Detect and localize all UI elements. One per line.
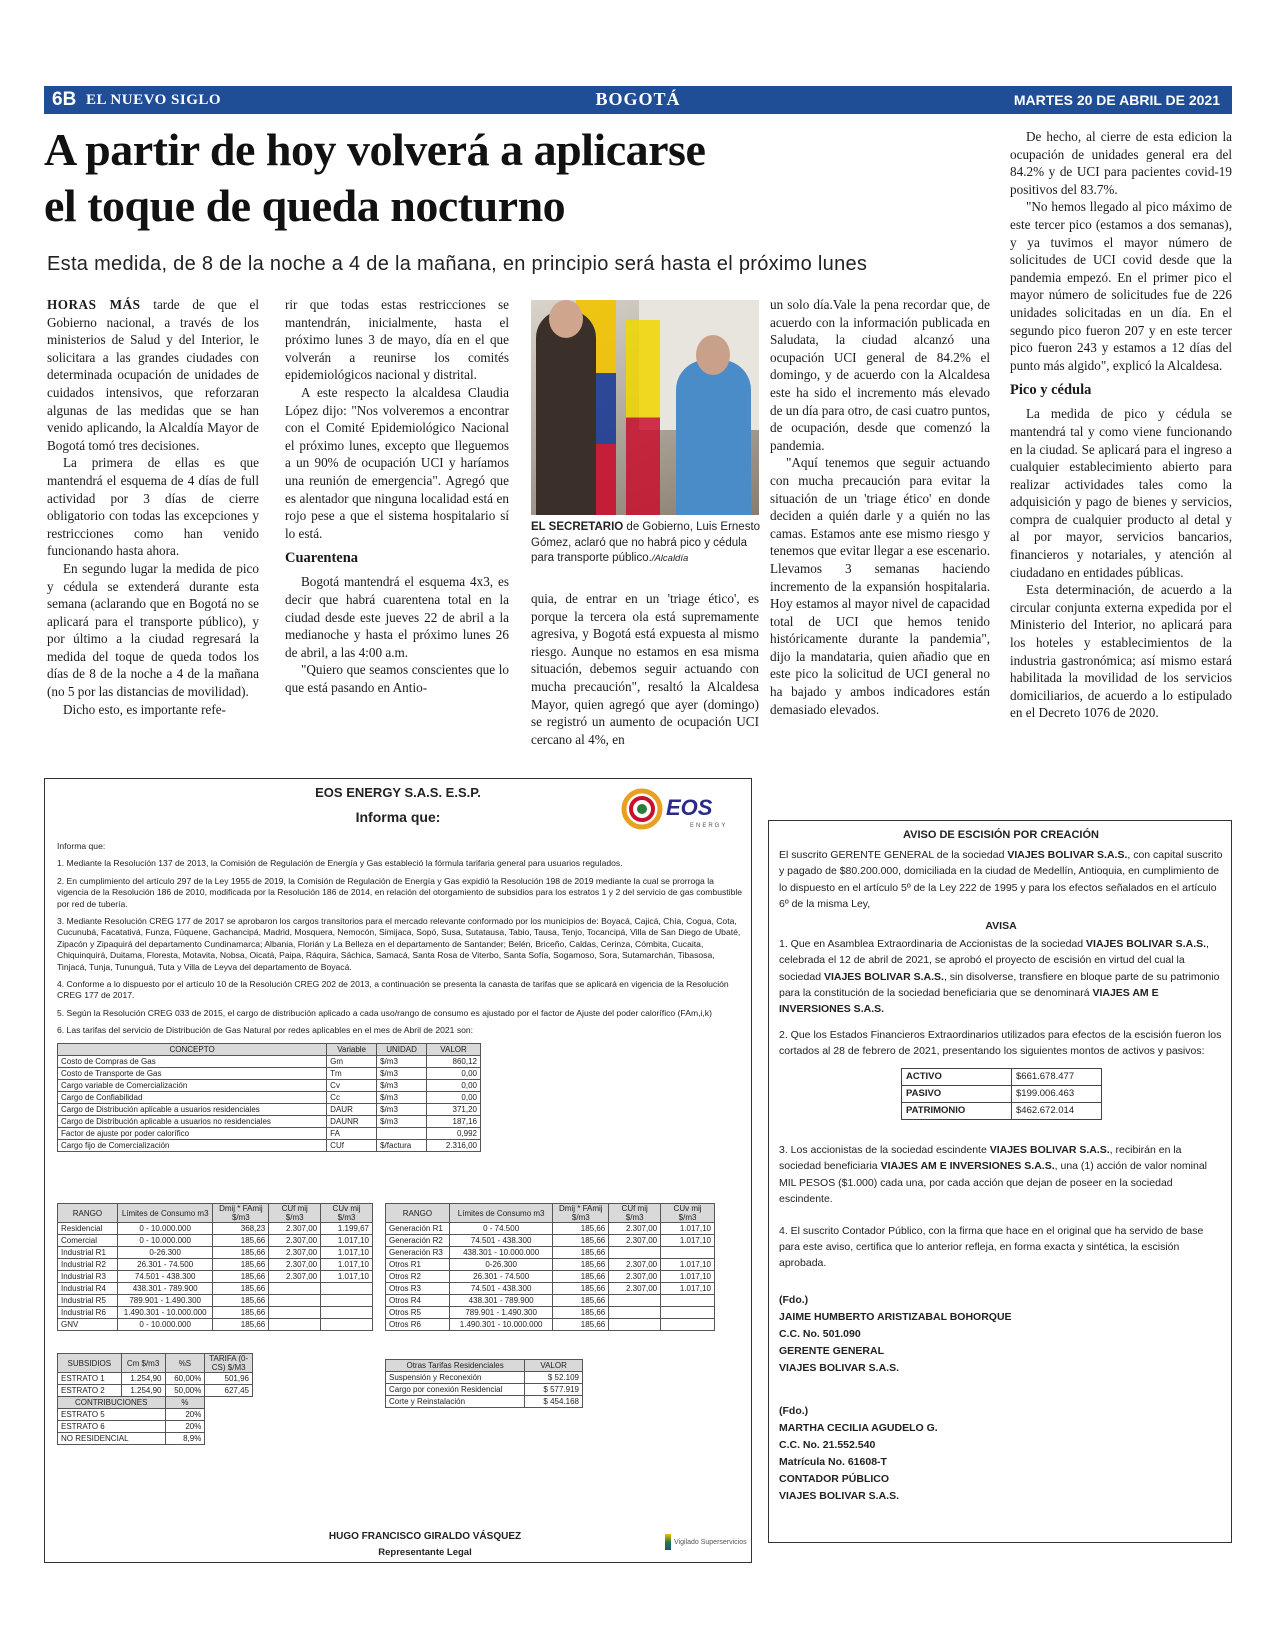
ad-intro: Informa que:	[57, 841, 106, 851]
eos-logo-icon	[620, 785, 740, 833]
table-row	[386, 1295, 715, 1307]
table-cell: $/m3	[377, 1080, 427, 1092]
table-cell: 789.901 - 1.490.300	[449, 1307, 553, 1319]
table-header-cell: %	[165, 1397, 205, 1409]
flag-graphic	[626, 320, 660, 515]
table-row	[386, 1283, 715, 1295]
lead-in: HORAS MÁS	[47, 297, 141, 312]
table-cell	[321, 1295, 373, 1307]
table-cell: 2.307,00	[609, 1235, 661, 1247]
table-cell: 1.017,10	[661, 1259, 715, 1271]
table-cell	[609, 1247, 661, 1259]
table-cell: 20%	[165, 1409, 205, 1421]
table-cell: 371,20	[427, 1104, 481, 1116]
table-cell	[321, 1283, 373, 1295]
table-row	[386, 1319, 715, 1331]
table-row	[58, 1223, 373, 1235]
table-cell: 60,00%	[165, 1373, 205, 1385]
table-row	[58, 1247, 373, 1259]
table-row	[58, 1283, 373, 1295]
paragraph: quia, de entrar en un 'triage ético', es porque la tercera ola está supremamente agresiva, y Bogotá está expuesta al mismo riesgo. Aunque no estamos en esa misma situación, debemos seguir actuando con mucha precaución", resaltó la Alcaldesa Mayor, quien agregó que ayer (domingo) se registró un aumento de ocupación UCI cercano al 4%, en	[531, 591, 759, 747]
ad-body	[57, 841, 743, 1043]
table-cell: 627,45	[205, 1385, 253, 1397]
signature-block-manager	[779, 1292, 1223, 1377]
paragraph: Bogotá mantendrá el esquema 4x3, es decir que habrá cuarentena total en la ciudad desde este jueves 22 de abril a la medianoche y hasta el próximo lunes 26 de abril, a las 4:00 a.m.	[285, 574, 509, 660]
table-row	[386, 1307, 715, 1319]
subsidy-table	[57, 1353, 253, 1445]
signature-line: (Fdo.)	[779, 1404, 809, 1417]
table-cell: 0,992	[427, 1128, 481, 1140]
table-cell: 185,66	[553, 1247, 609, 1259]
table-cell: 185,66	[213, 1259, 269, 1271]
ad-item: 1. Mediante la Resolución 137 de 2013, la Comisión de Regulación de Energía y Gas estableció la fórmula tarifaria general para usuarios regulados.	[57, 858, 623, 869]
table-cell: 438.301 - 10.000.000	[449, 1247, 553, 1259]
table-cell: Otros R5	[386, 1307, 450, 1319]
paragraph: "Quiero que seamos conscientes que lo que está pasando en Antio-	[285, 662, 509, 695]
table-cell: Cargo de Distribución aplicable a usuarios no residenciales	[58, 1116, 327, 1128]
table-cell: 438.301 - 789.900	[449, 1295, 553, 1307]
photo-caption: EL SECRETARIO de Gobierno, Luis Ernesto Gómez, aclaró que no habrá pico y cédula para transporte público./Alcaldía	[531, 521, 761, 564]
table-row	[58, 1235, 373, 1247]
table-cell: DAUR	[327, 1104, 377, 1116]
table-cell: Generación R2	[386, 1235, 450, 1247]
table-cell: 185,66	[553, 1271, 609, 1283]
headline-line-2: el toque de queda nocturno	[44, 180, 566, 231]
table-cell: 2.307,00	[269, 1223, 321, 1235]
signature-line: C.C. No. 501.090	[779, 1327, 861, 1340]
table-cell: $199.006.463	[1012, 1085, 1102, 1102]
table-cell	[269, 1307, 321, 1319]
concept-table	[57, 1043, 481, 1152]
table-cell: 0 - 74.500	[449, 1223, 553, 1235]
table-cell: Industrial R4	[58, 1283, 118, 1295]
table-cell	[321, 1307, 373, 1319]
range-table-right	[385, 1203, 715, 1331]
eos-energy-notice	[44, 778, 752, 1563]
issue-date: MARTES 20 DE ABRIL DE 2021	[1013, 92, 1220, 108]
person-figure	[676, 360, 751, 515]
table-row	[902, 1103, 1102, 1120]
table-cell: 2.307,00	[269, 1247, 321, 1259]
signature-line: CONTADOR PÚBLICO	[779, 1472, 890, 1485]
paragraph: En segundo lugar la medida de pico y cédula se extenderá durante esta semana (aclarando que en Bogotá no se aplicará para el transporte público), y por último a la ciudad regresará la medida del toque de queda todos los días de 8 de la noche a 4 de la mañana (no 5 por las distancias de movilidad).	[47, 560, 259, 700]
table-cell: 1.490.301 - 10.000.000	[449, 1319, 553, 1331]
table-row	[386, 1271, 715, 1283]
table-row	[386, 1259, 715, 1271]
table-row	[58, 1433, 253, 1445]
table-cell: 0 - 10.000.000	[117, 1223, 213, 1235]
table-cell: 2.307,00	[269, 1271, 321, 1283]
notice-item: 1. Que en Asamblea Extraordinaria de Accionistas de la sociedad VIAJES BOLIVAR S.A.S., celebrada el 12 de abril de 2021, se aprobó el proyecto de escisión en virtud del cual la sociedad VIAJES BOLIVAR S.A.S., sin disolverse, transfiere en bloque parte de su patrimonio para la constitución de la sociedad beneficiaria que se denominará VIAJES AM E INVERSIONES S.A.S.	[779, 938, 1220, 1016]
paragraph: A este respecto la alcaldesa Claudia López dijo: "Nos volveremos a encontrar con el Comité Epidemiológico Nacional el próximo lunes, excepto que lleguemos a un 90% de ocupación UCI y haríamos una reunión de emergencia". Agregó que es alentador que ninguna localidad está en rojo pese a que el sistema hospitalario sí lo está.	[285, 384, 509, 541]
table-row	[58, 1056, 481, 1068]
notice-item: 2. Que los Estados Financieros Extraordinarios utilizados para efectos de la escisión fueron los cortados al 28 de febrero de 2021, presentando los siguientes montos de activos y pasivos:	[779, 1029, 1222, 1058]
table-cell: Corte y Reinstalación	[386, 1396, 525, 1408]
table-cell: 0-26.300	[117, 1247, 213, 1259]
headline-line-1: A partir de hoy volverá a aplicarse	[44, 124, 706, 175]
table-cell: 860,12	[427, 1056, 481, 1068]
table-row	[58, 1385, 253, 1397]
table-cell: Otros R3	[386, 1283, 450, 1295]
notice-avisa: AVISA	[985, 920, 1017, 933]
table-cell: ESTRATO 1	[58, 1373, 122, 1385]
table-cell: 2.307,00	[609, 1271, 661, 1283]
range-table-left	[57, 1203, 373, 1331]
table-row	[58, 1421, 253, 1433]
table-row	[386, 1372, 583, 1384]
table-row	[58, 1140, 481, 1152]
table-cell	[377, 1128, 427, 1140]
table-row	[58, 1373, 253, 1385]
table-cell: Cargo fijo de Comercialización	[58, 1140, 327, 1152]
table-cell: 0,00	[427, 1092, 481, 1104]
table-cell: Cargo por conexión Residencial	[386, 1384, 525, 1396]
table-cell: Cargo de Distribución aplicable a usuarios residenciales	[58, 1104, 327, 1116]
table-header-cell: CONTRIBUCIONES	[58, 1397, 166, 1409]
table-cell: $/m3	[377, 1056, 427, 1068]
table-cell: $ 454.168	[525, 1396, 583, 1408]
page-banner	[44, 86, 1232, 114]
table-cell: 501,96	[205, 1373, 253, 1385]
table-cell: Generación R3	[386, 1247, 450, 1259]
paragraph: La primera de ellas es que mantendrá el esquema de 4 días de full actividad por 3 días de cierre obligatorio con todas las excepciones y restricciones como han venido funcionando hasta ahora.	[47, 455, 259, 559]
table-cell: 20%	[165, 1421, 205, 1433]
ad-item: 4. Conforme a lo dispuesto por el artículo 10 de la Resolución CREG 202 de 2013, a continuación se presenta la canasta de tarifas que se aplicará en vigencia de la Resolución CREG 177 de 2017.	[57, 979, 729, 1001]
table-cell: 185,66	[553, 1295, 609, 1307]
table-row	[58, 1271, 373, 1283]
table-row	[58, 1409, 253, 1421]
table-cell: 0,00	[427, 1068, 481, 1080]
table-row	[58, 1092, 481, 1104]
table-cell: GNV	[58, 1319, 118, 1331]
table-cell: Industrial R6	[58, 1307, 118, 1319]
table-cell: Comercial	[58, 1235, 118, 1247]
table-cell: $/m3	[377, 1104, 427, 1116]
table-row	[58, 1080, 481, 1092]
table-cell: 1.017,10	[661, 1235, 715, 1247]
table-cell: Otros R1	[386, 1259, 450, 1271]
table-row	[58, 1319, 373, 1331]
signature-line: JAIME HUMBERTO ARISTIZABAL BOHORQUE	[779, 1310, 1012, 1323]
table-row	[386, 1247, 715, 1259]
table-cell: 438.301 - 789.900	[117, 1283, 213, 1295]
signature-line: VIAJES BOLIVAR S.A.S.	[779, 1489, 899, 1502]
table-row	[58, 1259, 373, 1271]
table-cell	[269, 1283, 321, 1295]
table-cell: 0 - 10.000.000	[117, 1235, 213, 1247]
table-cell: Industrial R1	[58, 1247, 118, 1259]
table-cell: 50,00%	[165, 1385, 205, 1397]
table-cell	[661, 1319, 715, 1331]
table-cell: Residencial	[58, 1223, 118, 1235]
signature-block-accountant	[779, 1403, 1223, 1505]
paragraph: De hecho, al cierre de esta edicion la ocupación de unidades general era del 84.2% y de UCI para pacientes covid-19 positivos del 83.7%.	[1010, 129, 1232, 197]
photo-credit: /Alcaldía	[651, 553, 689, 564]
table-cell: 26.301 - 74.500	[117, 1259, 213, 1271]
table-cell: 185,66	[553, 1259, 609, 1271]
table-cell: ESTRATO 6	[58, 1421, 166, 1433]
table-cell: 2.307,00	[609, 1259, 661, 1271]
table-cell: 185,66	[213, 1235, 269, 1247]
table-cell: 1.254,90	[121, 1373, 165, 1385]
newspaper-brand: EL NUEVO SIGLO	[86, 92, 222, 108]
table-cell: CUf	[327, 1140, 377, 1152]
table-row	[58, 1104, 481, 1116]
table-row	[902, 1085, 1102, 1102]
table-cell: 1.017,10	[321, 1271, 373, 1283]
table-header-row: RANGO Límites de Consumo m3 Dmij * FAmij $/m3 CUf mij $/m3 CUv mij $/m3	[58, 1204, 373, 1223]
section-heading: Cuarentena	[285, 550, 359, 567]
table-row	[386, 1384, 583, 1396]
table-cell	[609, 1307, 661, 1319]
table-cell: Gm	[327, 1056, 377, 1068]
table-cell	[661, 1295, 715, 1307]
table-cell: 187,16	[427, 1116, 481, 1128]
table-row	[58, 1068, 481, 1080]
table-header-row: SUBSIDIOS Cm $/m3 %S TARIFA (0-CS) $/M3	[58, 1354, 253, 1373]
article-column-2	[285, 296, 509, 696]
table-cell: NO RESIDENCIAL	[58, 1433, 166, 1445]
ad-item: 5. Según la Resolución CREG 033 de 2015, el cargo de distribución aplicado a cada uso/rango de consumo es ajustado por el factor de Ajuste del poder calorífico (FAm,i,k)	[57, 1007, 712, 1018]
escision-notice	[768, 820, 1232, 1543]
table-header-row: RANGO Límites de Consumo m3 Dmij * FAmij $/m3 CUf mij $/m3 CUv mij $/m3	[386, 1204, 715, 1223]
table-cell: 1.017,10	[321, 1247, 373, 1259]
paragraph: rir que todas estas restricciones se mantendrán, inicialmente, hasta el próximo lunes 3 de mayo, día en el que volverán a reunirse los comités epidemiológicos nacional y distrital.	[285, 297, 509, 383]
table-cell: ACTIVO	[902, 1068, 1012, 1085]
table-header-row	[58, 1397, 253, 1409]
table-cell: 1.199,67	[321, 1223, 373, 1235]
table-cell: ESTRATO 2	[58, 1385, 122, 1397]
table-cell: 185,66	[553, 1283, 609, 1295]
table-row	[58, 1128, 481, 1140]
section-heading: Pico y cédula	[1010, 382, 1092, 399]
table-cell: 368,23	[213, 1223, 269, 1235]
table-cell: 185,66	[553, 1235, 609, 1247]
signature-line: MARTHA CECILIA AGUDELO G.	[779, 1421, 938, 1434]
table-row	[58, 1307, 373, 1319]
table-cell: Cargo variable de Comercialización	[58, 1080, 327, 1092]
table-cell	[321, 1319, 373, 1331]
table-cell: Industrial R2	[58, 1259, 118, 1271]
table-cell: $661.678.477	[1012, 1068, 1102, 1085]
table-cell: PASIVO	[902, 1085, 1012, 1102]
headline	[44, 122, 974, 234]
table-cell: Factor de ajuste por poder calorífico	[58, 1128, 327, 1140]
table-cell: 1.490.301 - 10.000.000	[117, 1307, 213, 1319]
table-cell: 2.316,00	[427, 1140, 481, 1152]
notice-title: AVISO DE ESCISIÓN POR CREACIÓN	[903, 829, 1099, 841]
signer-name: HUGO FRANCISCO GIRALDO VÁSQUEZ	[328, 1531, 522, 1542]
table-cell: Otros R2	[386, 1271, 450, 1283]
paragraph: "Aquí tenemos que seguir actuando con mucha precaución para evitar la situación de un 'triage ético' en donde deciden a quién darle y a quién no las camas. Estamos ante ese mismo riesgo y tenemos que evitar llegar a ese escenario. Llevamos 3 semanas haciendo incremento de la expansión hospitalaria. Hoy estamos al mayor nivel de capacidad total de UCI que hemos tenido históricamente durante la pandemia", dijo la mandataria, quien añadio que en este pico la solicitud de UCI general no ha bajado y ambos indicadores están demasiado elevados.	[770, 455, 990, 717]
table-cell	[609, 1319, 661, 1331]
table-cell: 2.307,00	[269, 1235, 321, 1247]
table-cell: 185,66	[553, 1319, 609, 1331]
table-cell: 8,9%	[165, 1433, 205, 1445]
table-row	[58, 1295, 373, 1307]
other-rates-table	[385, 1359, 583, 1408]
table-cell: Cargo de Confiabilidad	[58, 1092, 327, 1104]
table-cell: 185,66	[213, 1271, 269, 1283]
table-cell: 0 - 10.000.000	[117, 1319, 213, 1331]
table-cell: 185,66	[213, 1319, 269, 1331]
table-cell: Otros R4	[386, 1295, 450, 1307]
table-cell: Industrial R5	[58, 1295, 118, 1307]
article-photo	[531, 300, 759, 515]
table-cell	[661, 1247, 715, 1259]
table-cell: Tm	[327, 1068, 377, 1080]
table-cell	[269, 1319, 321, 1331]
table-cell: 1.017,10	[661, 1271, 715, 1283]
article-column-1	[47, 296, 259, 718]
table-cell: 74.501 - 438.300	[449, 1283, 553, 1295]
table-cell: $/m3	[377, 1092, 427, 1104]
table-cell: Suspensión y Reconexión	[386, 1372, 525, 1384]
table-cell: 1.017,10	[661, 1223, 715, 1235]
paragraph: Dicho esto, es importante refe-	[63, 701, 226, 717]
article-column-4	[770, 296, 990, 718]
financial-table	[901, 1068, 1102, 1121]
table-cell: Otros R6	[386, 1319, 450, 1331]
ad-item: 3. Mediante Resolución CREG 177 de 2017 se aprobaron los cargos transitorios para el mercado relevante conformado por los municipios de: Boyacá, Cajicá, Chía, Cogua, Cota, Cucunubá, Facatativá, Funza, Fúquene, Gachancipá, Madrid, Mosquera, Nemocón, Simijaca, Sopó, Susa, Sutatausa, Tabio, Tausa, Tenjo, Tocancipá, Villa de San Diego de Ubaté, Zipacón y Zipaquirá del departamento Cundinamarca; Albania, Florián y La Belleza en el departamento de Santander; Belén, Briceño, Caldas, Cerinza, Cómbita, Cucaita, Chiquinquirá, Duitama, Floresta, Motavita, Nobsa, Oicatá, Paipa, Ráquira, Sáchica, Samacá, Santa Rosa de Viterbo, Santa Sofía, Sogamoso, Sora, Sutamarchán, Tibasosa, Tinjacá, Tunja, Tununguá, Tuta y Villa de Leyva del departamento de Boyacá.	[57, 916, 741, 972]
table-row	[386, 1235, 715, 1247]
vigilado-badge: Vigilado Superservicios	[665, 1534, 747, 1550]
ad-company-name: EOS ENERGY S.A.S. E.S.P.	[315, 785, 481, 800]
notice-intro: El suscrito GERENTE GENERAL de la sociedad VIAJES BOLIVAR S.A.S., con capital suscrito y pagado de $80.200.000, domiciliada en la ciudad de Medellín, Antioquia, en cumplimiento de lo dispuesto en el artículo 5º de la Ley 222 de 1995 y para los efectos señalados en el artículo 6º de la misma Ley,	[779, 849, 1223, 910]
svg-text:ENERGY: ENERGY	[690, 823, 728, 829]
table-cell: Costo de Compras de Gas	[58, 1056, 327, 1068]
paragraph: un solo día.Vale la pena recordar que, de acuerdo con la información publicada en Saludata, la ciudad alcanzó una ocupación UCI general de 84.2% el domingo, y de acuerdo con la Alcaldesa este ha sido el incremento más elevado de un día para otro, de casi cuatro puntos, de ocupación, desde que comenzó la pandemia.	[770, 297, 990, 453]
table-row	[386, 1223, 715, 1235]
signature-line: (Fdo.)	[779, 1293, 809, 1306]
subheadline: Esta medida, de 8 de la noche a 4 de la mañana, en principio será hasta el próximo lunes	[47, 253, 868, 275]
table-cell: 2.307,00	[609, 1223, 661, 1235]
table-row	[902, 1068, 1102, 1085]
table-cell: Generación R1	[386, 1223, 450, 1235]
table-cell: ESTRATO 5	[58, 1409, 166, 1421]
person-figure	[536, 310, 596, 515]
table-cell: 185,66	[213, 1295, 269, 1307]
table-cell: 185,66	[553, 1307, 609, 1319]
table-cell: 0,00	[427, 1080, 481, 1092]
section-name: BOGOTÁ	[595, 89, 681, 109]
paragraph: "No hemos llegado al pico máximo de este tercer pico (estamos a dos semanas), y ya tuvimos el mayor número de solicitudes de UCI covid desde que la pandemia empezó. En el primer pico el mayor número de solicitudes fue de 226 unidades solicitadas en un día. En el segundo pico fueron 207 y en este tercer pico fueron 243 y estamos a 12 días del punto más algido", explicó la Alcaldesa.	[1010, 199, 1232, 373]
table-cell: $ 577.919	[525, 1384, 583, 1396]
table-cell: 1.017,10	[321, 1235, 373, 1247]
paragraph: La medida de pico y cédula se mantendrá tal y como viene funcionando en la ciudad. Se aplicará para el ingreso a cualquier establecimiento abierto para realizar actividades tales como la adquisición y pago de bienes y servicios, compra de cualquier producto al detal y al por mayor, servicios bancarios, financieros y notariales, y atención al ciudadano en entidades públicas.	[1010, 406, 1232, 580]
table-cell: 789.901 - 1.490.300	[117, 1295, 213, 1307]
table-cell	[269, 1295, 321, 1307]
table-cell: 185,66	[213, 1307, 269, 1319]
table-row	[386, 1396, 583, 1408]
table-cell: FA	[327, 1128, 377, 1140]
table-cell: $ 52.109	[525, 1372, 583, 1384]
table-cell: 1.017,10	[321, 1259, 373, 1271]
table-cell	[661, 1307, 715, 1319]
signature-line: VIAJES BOLIVAR S.A.S.	[779, 1361, 899, 1374]
table-cell: DAUNR	[327, 1116, 377, 1128]
table-cell: $462.672.014	[1012, 1103, 1102, 1120]
table-row	[58, 1116, 481, 1128]
table-cell: $/m3	[377, 1116, 427, 1128]
table-cell: 74.501 - 438.300	[117, 1271, 213, 1283]
table-cell: 74.501 - 438.300	[449, 1235, 553, 1247]
ad-item: 6. Las tarifas del servicio de Distribución de Gas Natural por redes aplicables en el mes de Abril de 2021 son:	[57, 1025, 474, 1036]
table-header-row: Otras Tarifas Residenciales VALOR	[386, 1360, 583, 1372]
table-cell: $/m3	[377, 1068, 427, 1080]
table-cell: 185,66	[553, 1223, 609, 1235]
ad-item: 2. En cumplimiento del artículo 297 de la Ley 1955 de 2019, la Comisión de Regulación de Energía y Gas expidió la Resolución 198 de 2019 mediante la cual se prorroga la vigencia de la Resolución 186 de 2010, modificada por la Resolución 186 de 2014, en relación del otorgamiento de subsidios para los estratos 1 y 2 del servicio de gas combustible por red de tubería.	[57, 875, 743, 909]
table-cell: 2.307,00	[269, 1259, 321, 1271]
article-column-5	[1010, 128, 1232, 722]
paragraph: Esta determinación, de acuerdo a la circular conjunta externa expedida por el Ministerio del Interior, no aplicará para los hoteles y establecimientos de la industria gastronómica; así mismo estará habilitada la movilidad de los servicios domiciliarios, de acuerdo a lo estipulado en el Decreto 1076 de 2020.	[1010, 582, 1232, 721]
svg-text:EOS: EOS	[666, 795, 713, 820]
table-cell: 185,66	[213, 1247, 269, 1259]
table-cell: Cv	[327, 1080, 377, 1092]
table-cell: Industrial R3	[58, 1271, 118, 1283]
table-cell: PATRIMONIO	[902, 1103, 1012, 1120]
table-cell	[609, 1295, 661, 1307]
table-cell: Cc	[327, 1092, 377, 1104]
signature-line: C.C. No. 21.552.540	[779, 1438, 876, 1451]
table-cell: Costo de Transporte de Gas	[58, 1068, 327, 1080]
table-cell: $/factura	[377, 1140, 427, 1152]
page-number: 6B	[52, 89, 77, 110]
table-cell: 2.307,00	[609, 1283, 661, 1295]
notice-item: 4. El suscrito Contador Público, con la firma que hace en el original que ha servido de base para este aviso, certifica que lo anterior refleja, en forma exacta y sintética, la escisión aprobada.	[779, 1225, 1204, 1270]
table-cell: 185,66	[213, 1283, 269, 1295]
paragraph: HORAS MÁS tarde de que el Gobierno nacional, a través de los ministerios de Salud y del Interior, le solicitara a las grandes ciudades con determinada ocupación de unidades de cuidados intensivos, que reforzaran algunas de las medidas que se han venido aplicando, la Alcaldía Mayor de Bogotá tomó tres decisiones.	[47, 297, 259, 453]
superservicios-icon	[665, 1534, 671, 1550]
table-header-row: CONCEPTO Variable UNIDAD VALOR	[58, 1044, 481, 1056]
table-cell: 1.017,10	[661, 1283, 715, 1295]
article-column-3	[531, 590, 759, 748]
table-cell: 26.301 - 74.500	[449, 1271, 553, 1283]
table-cell: 0-26.300	[449, 1259, 553, 1271]
signature-line: GERENTE GENERAL	[779, 1344, 885, 1357]
signature-line: Matrícula No. 61608-T	[779, 1455, 887, 1468]
table-cell: 1.254,90	[121, 1385, 165, 1397]
notice-item: 3. Los accionistas de la sociedad escindente VIAJES BOLIVAR S.A.S., recibirán en la sociedad beneficiaria VIAJES AM E INVERSIONES S.A.S., una (1) acción de valor nominal MIL PESOS ($1.000) cada una, por cada acción que dejan de poseer en la sociedad escindente.	[779, 1144, 1207, 1205]
signer-role: Representante Legal	[378, 1547, 472, 1558]
ad-subtitle: Informa que:	[355, 809, 441, 825]
